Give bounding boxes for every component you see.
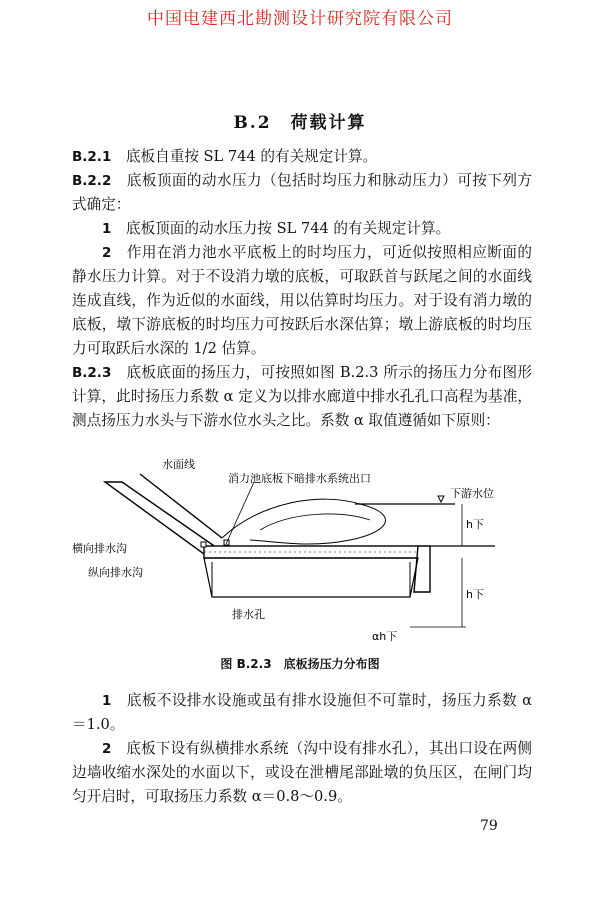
section-title: B.2 荷载计算 — [233, 113, 367, 133]
uplift-diagram — [72, 452, 500, 652]
label-h-down-2: h下 — [466, 588, 484, 601]
label-water-surface: 水面线 — [162, 458, 195, 471]
paragraph-alpha-item2: 2 底板下设有纵横排水系统（沟中设有排水孔），其出口设在两侧边墙收缩水深处的水面以下，或设在泄槽尾部趾墩的负压区，在闸门均匀开启时，可取扬压力系数 α＝0.8～0.9。 — [72, 740, 532, 805]
paragraph-b22: B.2.2 底板顶面的动水压力（包括时均压力和脉动压力）可按下列方式确定： — [72, 172, 532, 213]
body-text-top — [72, 145, 532, 433]
label-h-down-1: h下 — [466, 518, 484, 531]
outlet-leader — [226, 482, 254, 544]
paragraph-alpha-item1: 1 底板不设排水设施或虽有排水设施但不可靠时，扬压力系数 α＝1.0。 — [72, 692, 532, 733]
label-longitudinal-drain: 纵向排水沟 — [88, 566, 143, 579]
page-number: 79 — [480, 818, 498, 834]
paragraph-b22-item1: 1 底板顶面的动水压力按 SL 744 的有关规定计算。 — [102, 220, 451, 237]
label-tailwater: 下游水位 — [450, 487, 494, 500]
label-drain-hole: 排水孔 — [232, 608, 265, 621]
transverse-drain-icon — [201, 542, 206, 547]
hydraulic-jump — [222, 499, 385, 544]
paragraph-b21: B.2.1 底板自重按 SL 744 的有关规定计算。 — [72, 148, 378, 165]
label-transverse-drain: 横向排水沟 — [72, 542, 127, 555]
figure-caption: 图 B.2.3 底板扬压力分布图 — [220, 657, 380, 671]
label-outlet: 消力池底板下暗排水系统出口 — [228, 472, 371, 485]
jump-swirl-inner — [260, 514, 370, 530]
label-alpha-h: αh下 — [372, 630, 398, 643]
paragraph-b22-item2: 2 作用在消力池水平底板上的时均压力，可近似按照相应断面的静水压力计算。对于不设消力墩的底板，可取跃首与跃尾之间的水面线连成直线，作为近似的水面线，用以估算时均压力。对于设有消力墩的底板，墩下游底板的时均压力可按跃后水深估算；墩上游底板的时均压力可取跃后水深的 1/2 估算。 — [72, 244, 532, 357]
body-text-bottom — [72, 689, 532, 809]
uplift-pressure-figure — [72, 452, 500, 652]
paragraph-b23: B.2.3 底板底面的扬压力，可按照如图 B.2.3 所示的扬压力分布图形计算，此时扬压力系数 α 定义为以排水廊道中排水孔孔口高程为基准，测点扬压力水头与下游水位水头之比。系数 α 取值遵循如下原则： — [72, 364, 532, 429]
tailwater-mark-icon — [438, 496, 444, 502]
publisher-header: 中国电建西北勘测设计研究院有限公司 — [147, 9, 453, 29]
uplift-pressure-diagram — [204, 558, 418, 597]
